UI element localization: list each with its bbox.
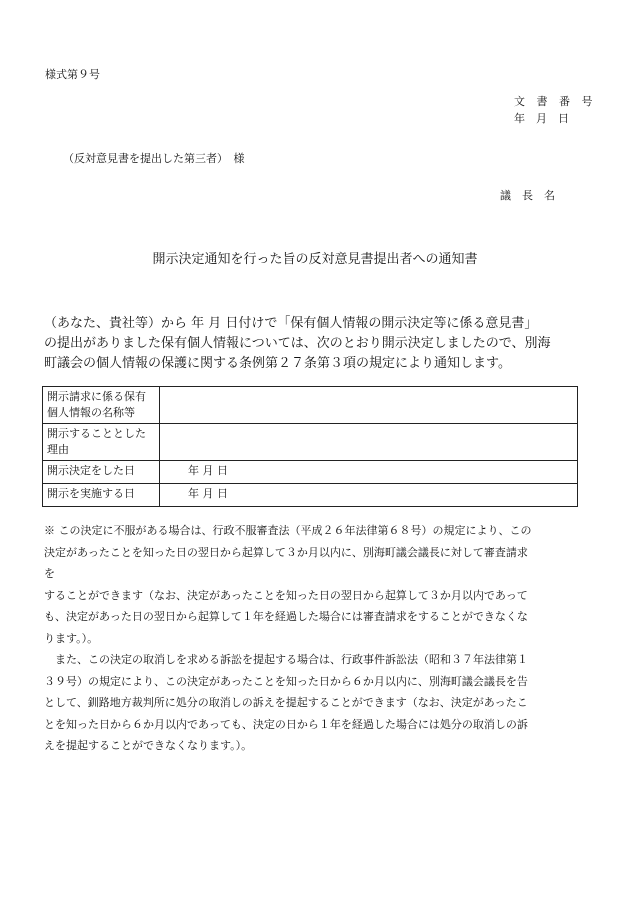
lead-paragraph	[44, 314, 584, 374]
table-label	[43, 484, 160, 507]
document-number-label: 文 書 番 号	[514, 95, 597, 108]
table-row	[43, 387, 578, 424]
table-label-line: 開示を実施する日	[47, 487, 135, 500]
note-line: ３９号）の規定により、この決定があったことを知った日から６か月以内に、別海町議会議長を告	[44, 674, 528, 688]
table-label-line: 理由	[47, 443, 69, 456]
lead-line: の提出がありました保有個人情報については、次のとおり開示決定しましたので、別海	[44, 336, 551, 351]
document-date-label: 年 月 日	[514, 112, 569, 125]
table-value: 年 月 日	[160, 484, 578, 507]
recipient-line: （反対意見書を提出した第三者） 様	[63, 152, 245, 165]
table-label	[43, 424, 160, 461]
notes	[44, 520, 584, 757]
note-line: ※ この決定に不服がある場合は、行政不服審査法（平成２６年法律第６８号）の規定により、この	[44, 524, 532, 537]
table-label	[43, 387, 160, 424]
note-line: を	[44, 567, 55, 580]
form-number: 様式第９号	[45, 68, 100, 81]
lead-line: 町議会の個人情報の保護に関する条例第２７条第３項の規定により通知します。	[44, 356, 511, 371]
document-title: 開示決定通知を行った旨の反対意見書提出者への通知書	[152, 252, 478, 267]
note-line: また、この決定の取消しを求める訴訟を提起する場合は、行政事件訴訟法（昭和３７年法律第１	[55, 653, 528, 666]
note-line: えを提起することができなくなります。）。	[44, 739, 253, 752]
table-label	[43, 461, 160, 484]
chair-name: 議 長 名	[500, 189, 555, 202]
table-value	[160, 424, 578, 461]
note-line: 決定があったことを知った日の翌日から起算して３か月以内に、別海町議会議長に対して審査請求	[44, 545, 528, 559]
table-value: 年 月 日	[160, 461, 578, 484]
table-label-line: 開示決定をした日	[47, 464, 135, 477]
note-line: も、決定があった日の翌日から起算して１年を経過した場合には審査請求をすることができなくな	[44, 610, 528, 623]
note-line: することができます（なお、決定があったことを知った日の翌日から起算して３か月以内であって	[44, 588, 528, 602]
table-row	[43, 461, 578, 484]
lead-line: （あなた、貴社等）から 年 月 日付けで「保有個人情報の開示決定等に係る意見書」	[44, 316, 538, 331]
note-line: とを知った日から６か月以内であっても、決定の日から１年を経過した場合には処分の取消しの訴	[44, 717, 528, 731]
table-label-line: 開示することとした	[47, 427, 146, 440]
table-label-line: 個人情報の名称等	[47, 406, 135, 419]
table-row	[43, 424, 578, 461]
table-row	[43, 484, 578, 507]
note-line: ります。）。	[44, 631, 99, 645]
table-value	[160, 387, 578, 424]
table-label-line: 開示請求に係る保有	[47, 390, 146, 403]
disclosure-info-table	[42, 386, 578, 507]
note-line: として、釧路地方裁判所に処分の取消しの訴えを提起することができます（なお、決定があったこ	[44, 696, 528, 709]
